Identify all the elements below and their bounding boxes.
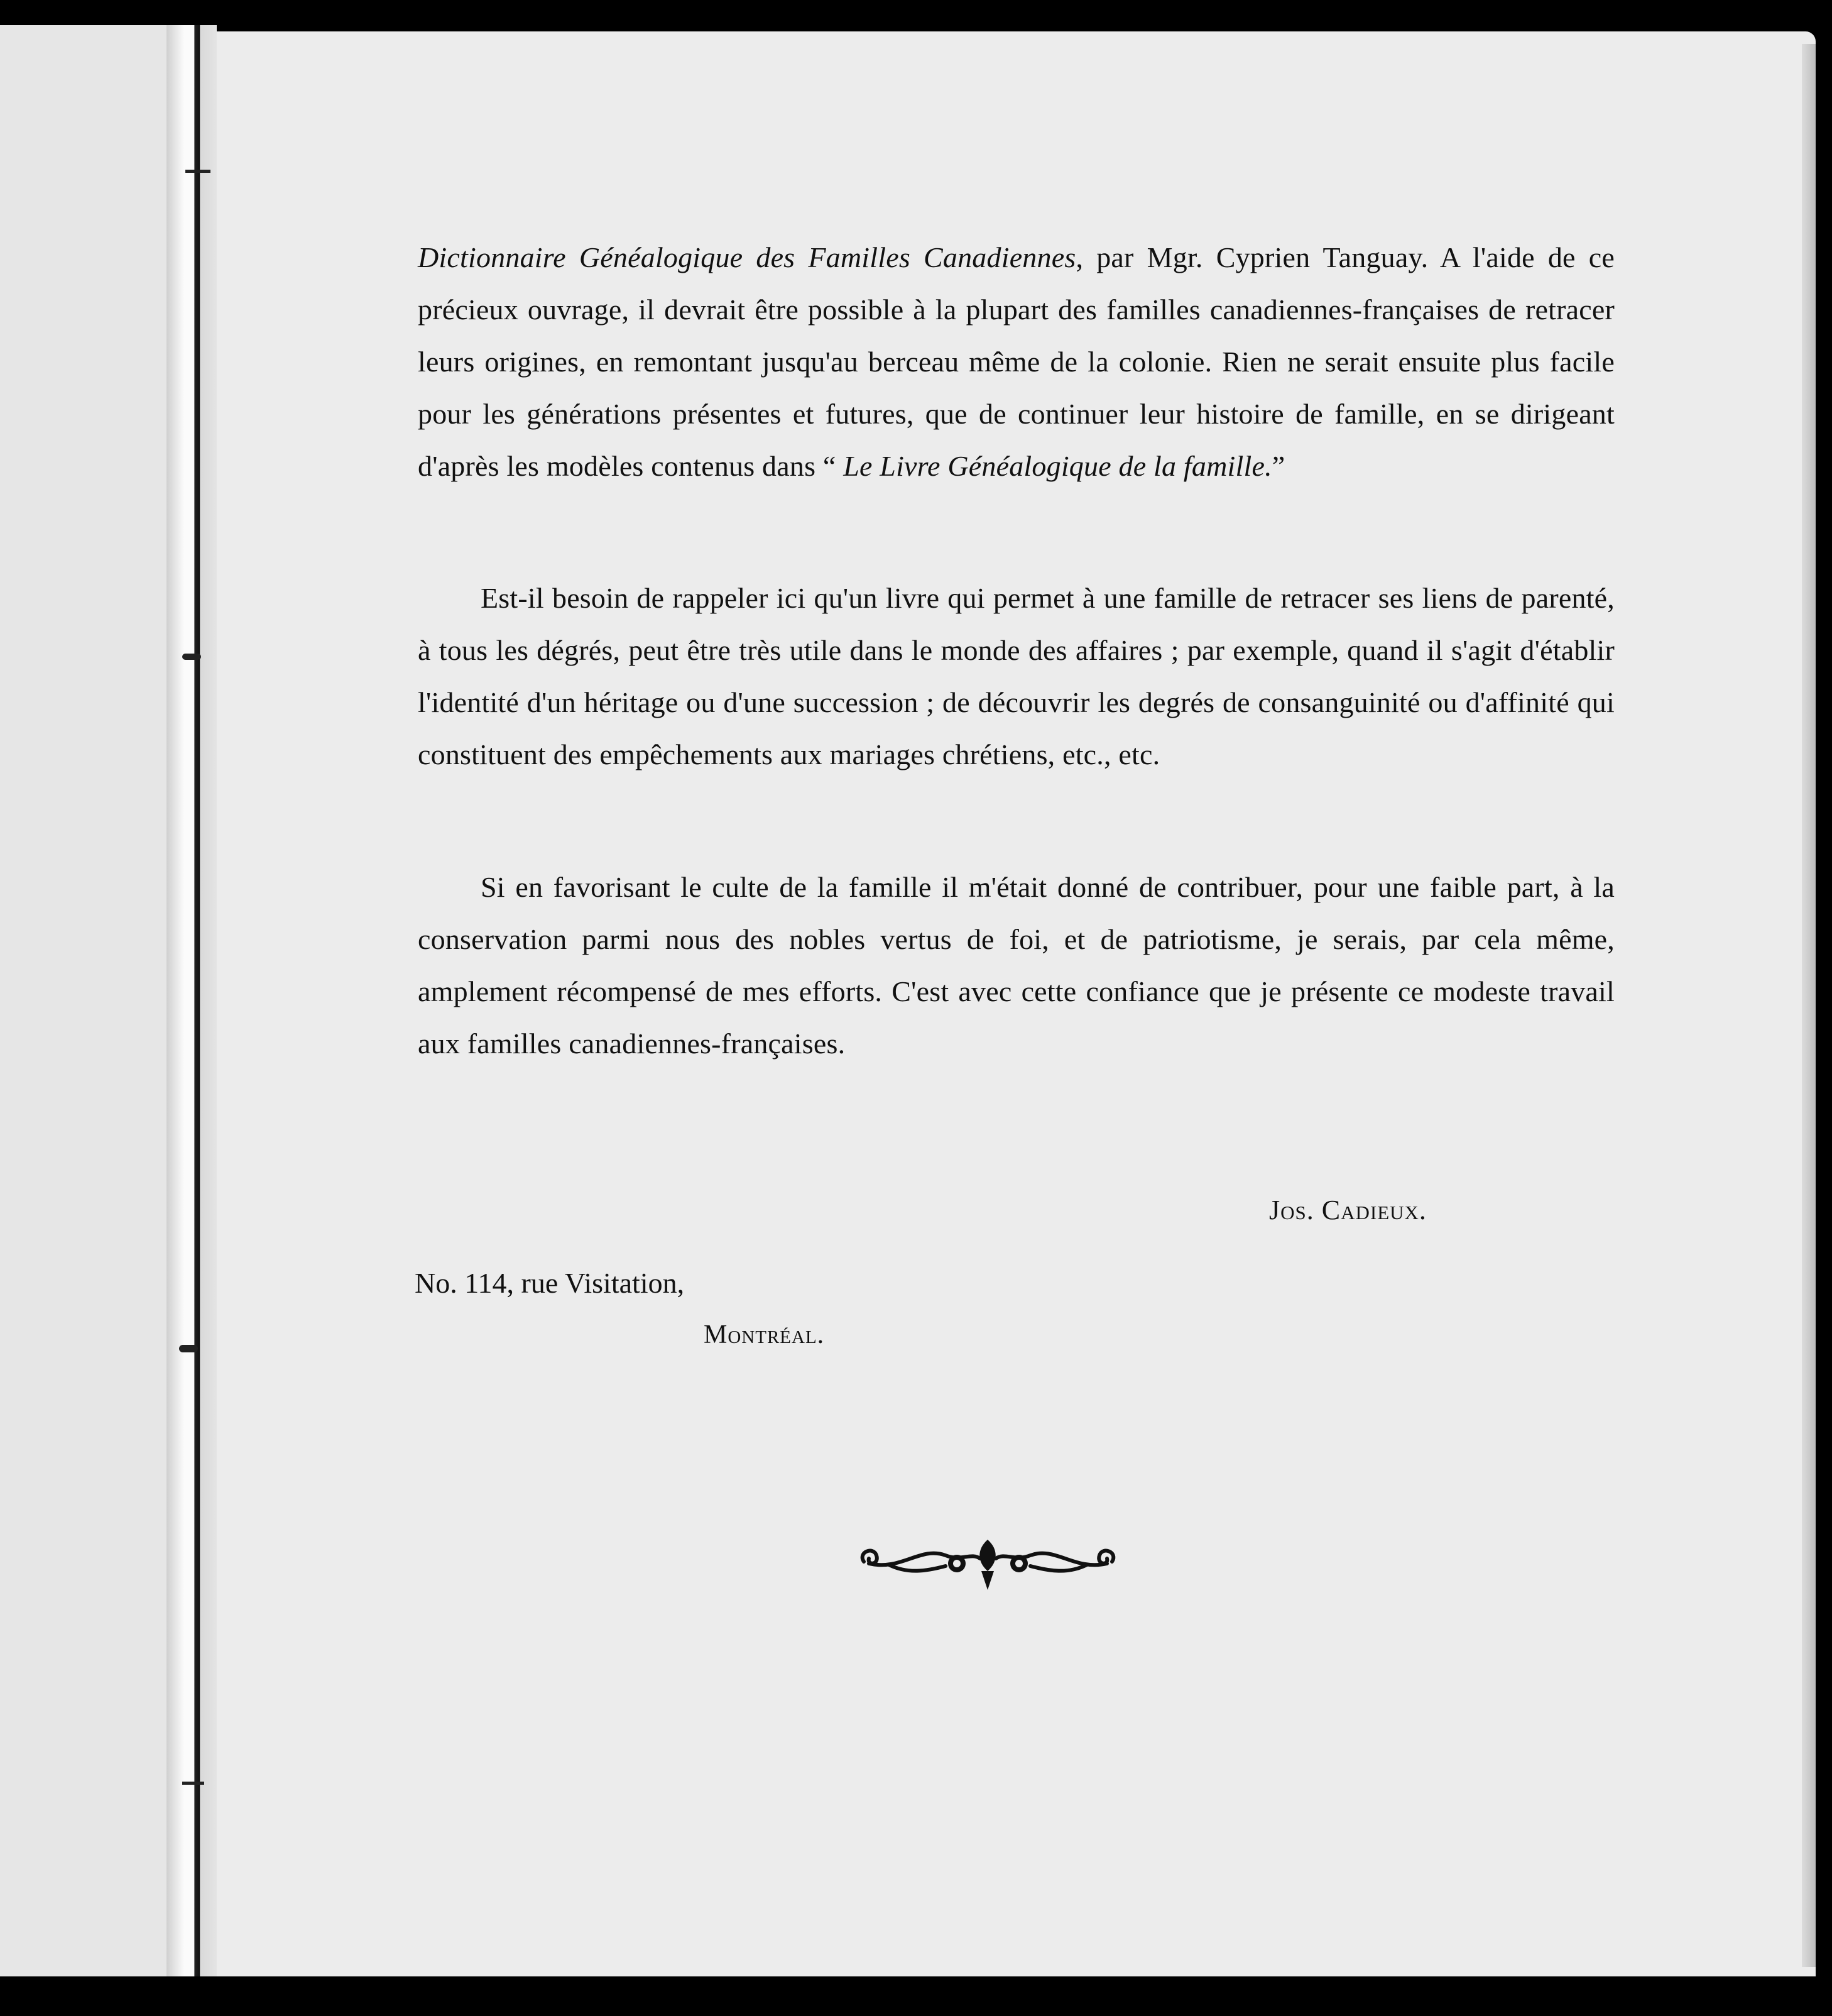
paragraph-1-text: , par Mgr. Cyprien Tanguay. A l'aide de ce précieux ouvrage, il devrait être possible à la plupart des familles canadiennes-françaises de retracer leurs origines, en remontant jusqu'au berceau même de la colonie. Rien ne serait ensuite plus facile pour les générations présentes et futures, que de continuer leur histoire de famille, en se dirigeant d'après les modèles contenus dans “ <box>418 241 1615 482</box>
binding-mark <box>182 1782 204 1785</box>
dictionary-title: Dictionnaire Généalogique des Familles Canadiennes <box>418 241 1076 273</box>
paragraph-2-text: Est-il besoin de rappeler ici qu'un livre qui permet à une famille de retracer ses liens de parenté, à tous les dégrés, peut être très utile dans le monde des affaires ; par exemple, quand il s'agit d'établir l'identité d'un héritage ou d'une succession ; de découvrir les degrés de consanguinité ou d'affinité qui constituent des empêchements aux mariages chrétiens, etc., etc. <box>418 582 1615 770</box>
page-edge <box>1802 44 1816 1967</box>
address-line-2: Montréal. <box>704 1320 825 1349</box>
scan-margin <box>0 25 166 1976</box>
closing-quote: ” <box>1272 450 1285 482</box>
book-title: Le Livre Généalogique de la famille. <box>843 450 1272 482</box>
paragraph-3-text: Si en favorisant le culte de la famille il m'était donné de contribuer, pour une faible part, à la conservation parmi nous des nobles vertus de foi, et de patriotisme, je serais, par cela même, amplement récompensé de mes efforts. C'est avec cette confiance que je présente ce modeste travail aux familles canadiennes-françaises. <box>418 871 1615 1060</box>
paragraph-3 <box>418 861 1615 1070</box>
binding-mark <box>182 654 201 660</box>
address-line-1: No. 114, rue Visitation, <box>415 1267 685 1299</box>
signature: Jos. Cadieux. <box>1269 1195 1427 1225</box>
ornament-icon <box>851 1527 1125 1596</box>
book-spine <box>166 25 217 1976</box>
paragraph-1 <box>418 231 1615 492</box>
binding-mark <box>185 170 210 173</box>
paragraph-2 <box>418 572 1615 781</box>
binding-mark <box>179 1345 198 1352</box>
